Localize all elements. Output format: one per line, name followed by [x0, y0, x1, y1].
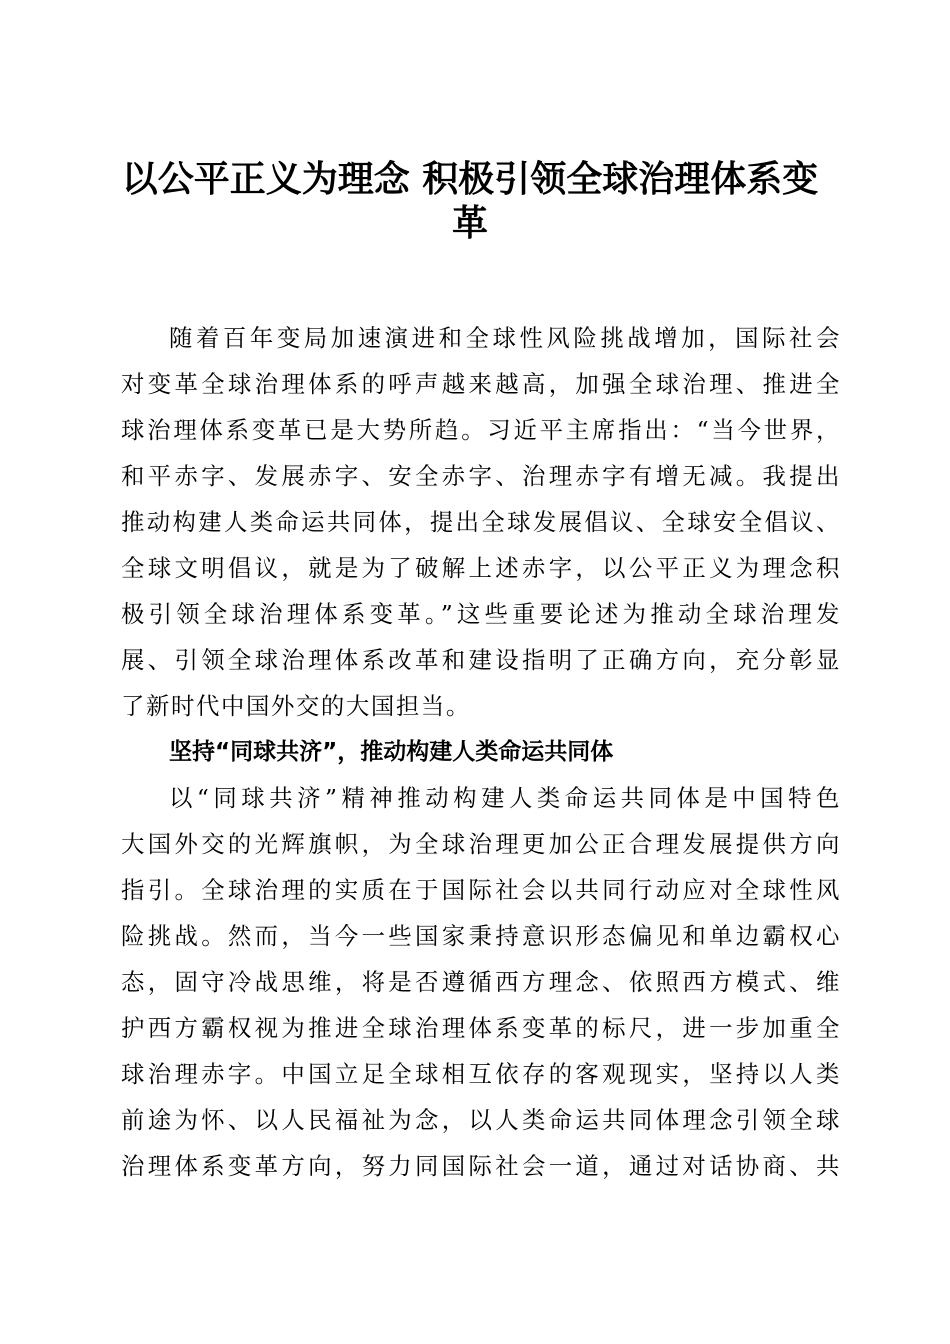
paragraph-line: 险挑战。然而，当今一些国家秉持意识形态偏见和单边霸权心: [121, 922, 841, 950]
paragraph-line: 展、引领全球治理体系改革和建设指明了正确方向，充分彰显: [121, 646, 841, 674]
paragraph-line: 前途为怀、以人民福祉为念，以人类命运共同体理念引领全球: [121, 1106, 841, 1134]
paragraph-line: 推动构建人类命运共同体，提出全球发展倡议、全球安全倡议、: [121, 508, 841, 536]
document-title-line-2: 革: [451, 203, 488, 244]
paragraph-line: 指引。全球治理的实质在于国际社会以共同行动应对全球性风: [121, 876, 841, 904]
paragraph-line: 态，固守冷战思维，将是否遵循西方理念、依照西方模式、维: [121, 968, 841, 996]
paragraph-line: 球治理体系变革已是大势所趋。习近平主席指出：“当今世界，: [121, 416, 841, 444]
paragraph-line: 全球文明倡议，就是为了破解上述赤字，以公平正义为理念积: [121, 554, 841, 582]
paragraph-line: 治理体系变革方向，努力同国际社会一道，通过对话协商、共: [121, 1152, 841, 1180]
paragraph-line: 了新时代中国外交的大国担当。: [121, 692, 471, 720]
paragraph-line: 和平赤字、发展赤字、安全赤字、治理赤字有增无减。我提出: [121, 462, 841, 490]
paragraph-line: 球治理赤字。中国立足全球相互依存的客观现实，坚持以人类: [121, 1060, 841, 1088]
paragraph-line: 随着百年变局加速演进和全球性风险挑战增加，国际社会: [169, 324, 841, 352]
paragraph-line: 护西方霸权视为推进全球治理体系变革的标尺，进一步加重全: [121, 1014, 841, 1042]
document-title-line-1: 以公平正义为理念 积极引领全球治理体系变: [121, 159, 819, 200]
paragraph-line: 以“同球共济”精神推动构建人类命运共同体是中国特色: [169, 784, 841, 812]
section-heading: 坚持“同球共济”，推动构建人类命运共同体: [169, 739, 614, 765]
paragraph-line: 对变革全球治理体系的呼声越来越高，加强全球治理、推进全: [121, 370, 841, 398]
paragraph-line: 大国外交的光辉旗帜，为全球治理更加公正合理发展提供方向: [121, 830, 841, 858]
paragraph-line: 极引领全球治理体系变革。”这些重要论述为推动全球治理发: [121, 600, 841, 628]
